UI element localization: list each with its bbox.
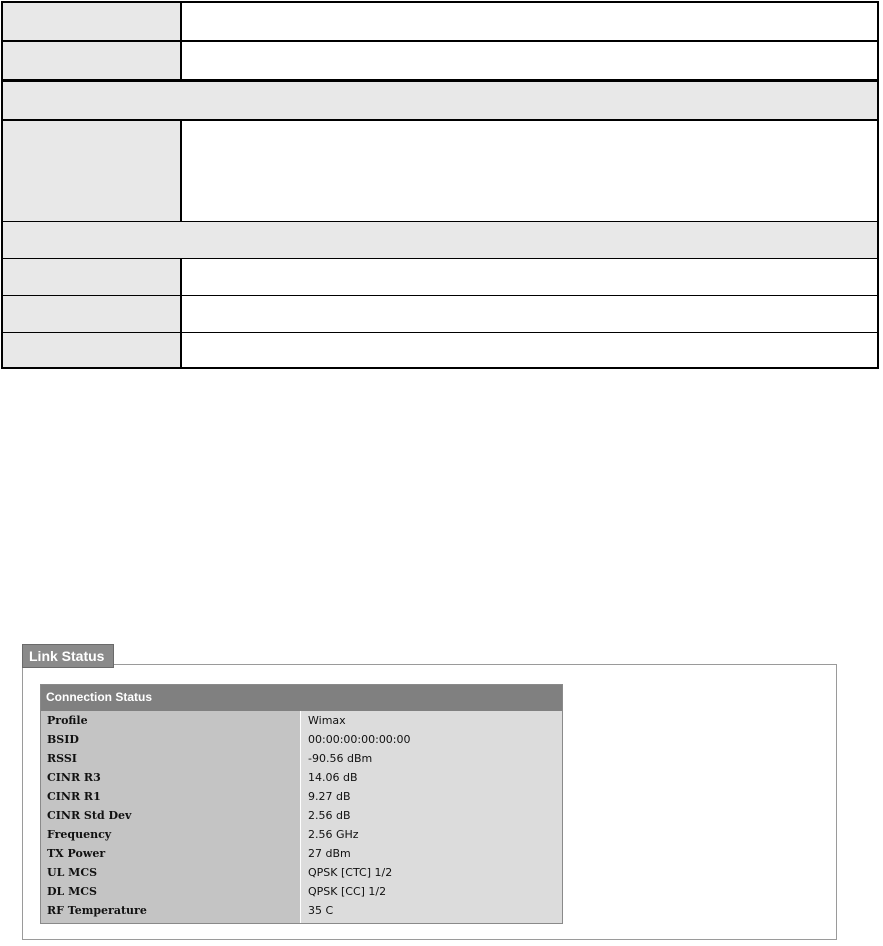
status-value: QPSK [CC] 1/2 [300, 882, 562, 901]
grid-section-row-2 [3, 222, 877, 258]
table-row [41, 844, 562, 863]
table-row [41, 749, 562, 768]
grid-section-row-1 [3, 82, 877, 119]
status-label: BSID [41, 730, 300, 749]
table-row [41, 863, 562, 882]
table-row [41, 901, 562, 920]
empty-grid-table [1, 1, 879, 369]
grid-cell-label [3, 296, 182, 332]
grid-row-2 [3, 42, 877, 79]
grid-cell-value [182, 259, 877, 295]
table-row [41, 711, 562, 730]
status-label: UL MCS [41, 863, 300, 882]
status-label: RF Temperature [41, 901, 300, 920]
status-value: -90.56 dBm [300, 749, 562, 768]
status-value: 00:00:00:00:00:00 [300, 730, 562, 749]
grid-cell-value [182, 3, 877, 40]
grid-row-3 [3, 121, 877, 221]
table-row [41, 806, 562, 825]
status-label: CINR R1 [41, 787, 300, 806]
grid-cell-label [3, 42, 182, 79]
status-label: CINR Std Dev [41, 806, 300, 825]
status-label: DL MCS [41, 882, 300, 901]
grid-row-6 [3, 333, 877, 367]
status-label: Profile [41, 711, 300, 730]
grid-cell-value [182, 333, 877, 367]
grid-cell-value [182, 121, 877, 221]
grid-cell-label [3, 3, 182, 40]
status-value: 27 dBm [300, 844, 562, 863]
table-row [41, 730, 562, 749]
connection-status-header: Connection Status [41, 685, 562, 711]
status-value: 14.06 dB [300, 768, 562, 787]
status-label: RSSI [41, 749, 300, 768]
status-value: 2.56 dB [300, 806, 562, 825]
status-value: 35 C [300, 901, 562, 920]
grid-cell-label [3, 333, 182, 367]
grid-cell-label [3, 121, 182, 221]
table-row [41, 768, 562, 787]
connection-status-rows [41, 711, 562, 920]
status-label: Frequency [41, 825, 300, 844]
grid-row-4 [3, 259, 877, 295]
status-value: Wimax [300, 711, 562, 730]
table-bottom-pad [41, 920, 562, 923]
status-value: 9.27 dB [300, 787, 562, 806]
table-row [41, 787, 562, 806]
table-row [41, 882, 562, 901]
status-value: QPSK [CTC] 1/2 [300, 863, 562, 882]
connection-status-table [40, 684, 563, 924]
link-status-tab: Link Status [22, 644, 114, 668]
status-label: CINR R3 [41, 768, 300, 787]
status-label: TX Power [41, 844, 300, 863]
grid-row-1 [3, 3, 877, 40]
table-row [41, 825, 562, 844]
status-value: 2.56 GHz [300, 825, 562, 844]
grid-cell-value [182, 296, 877, 332]
grid-row-5 [3, 296, 877, 332]
grid-cell-label [3, 259, 182, 295]
grid-cell-value [182, 42, 877, 79]
